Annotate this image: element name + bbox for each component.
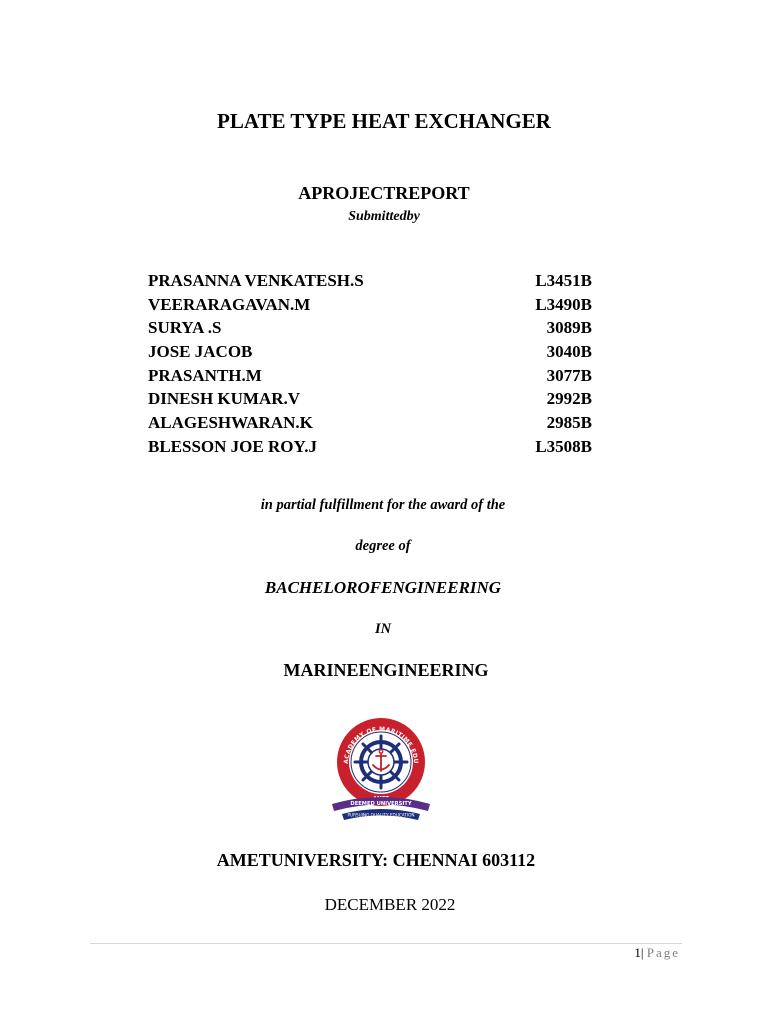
student-row — [148, 364, 618, 388]
university-seal-icon — [328, 714, 434, 826]
logo-ribbon-text: DEEMED UNIVERSITY — [350, 801, 412, 807]
student-name: PRASANNA VENKATESH.S — [148, 271, 364, 290]
student-id: L3508B — [535, 436, 592, 456]
discipline-name: MARINEENGINEERING — [283, 660, 489, 680]
student-name: DINESH KUMAR.V — [148, 389, 301, 409]
footer-separator: | — [640, 945, 644, 960]
student-name: SURYA .S — [148, 318, 222, 338]
report-type-heading: APROJECTREPORT — [298, 183, 470, 203]
student-name: ALAGESHWARAN.K — [148, 413, 313, 433]
student-id: 3089B — [546, 318, 592, 338]
student-name: PRASANTH.M — [148, 365, 262, 385]
student-id: 2985B — [546, 413, 592, 433]
logo-motto-text: PURSUING QUALITY EDUCATION — [347, 812, 415, 818]
university-name: AMETUNIVERSITY: CHENNAI 603112 — [216, 850, 536, 870]
student-name: JOSE JACOB — [148, 342, 253, 362]
degree-of-text: degree of — [355, 538, 411, 554]
student-row — [148, 269, 618, 293]
student-row — [148, 316, 618, 340]
logo-arc-text: ACADEMY OF MARITIME EDU — [342, 725, 420, 765]
student-id: L3451B — [535, 271, 592, 290]
in-label: IN — [374, 621, 392, 637]
student-name: BLESSON JOE ROY.J — [148, 436, 317, 456]
university-logo — [328, 714, 434, 826]
submitted-by-label: Submittedby — [348, 209, 420, 224]
student-id: 2992B — [546, 389, 592, 409]
fulfillment-text: in partial fulfillment for the award of the — [260, 497, 506, 513]
student-row — [148, 387, 618, 411]
student-row — [148, 435, 618, 459]
page-footer — [634, 945, 680, 961]
page-label: Page — [646, 945, 680, 960]
footer-divider — [90, 943, 682, 944]
student-name: VEERARAGAVAN.M — [148, 294, 311, 314]
student-id: L3490B — [535, 294, 592, 314]
degree-name: BACHELOROFENGINEERING — [264, 578, 502, 597]
page-number: 1 — [634, 945, 641, 960]
student-row — [148, 340, 618, 364]
submission-date: DECEMBER 2022 — [324, 895, 456, 914]
student-row — [148, 293, 618, 317]
student-id: 3077B — [546, 365, 592, 385]
student-list — [148, 269, 618, 459]
student-id: 3040B — [546, 342, 592, 362]
report-title: PLATE TYPE HEAT EXCHANGER — [217, 109, 551, 133]
student-row — [148, 411, 618, 435]
